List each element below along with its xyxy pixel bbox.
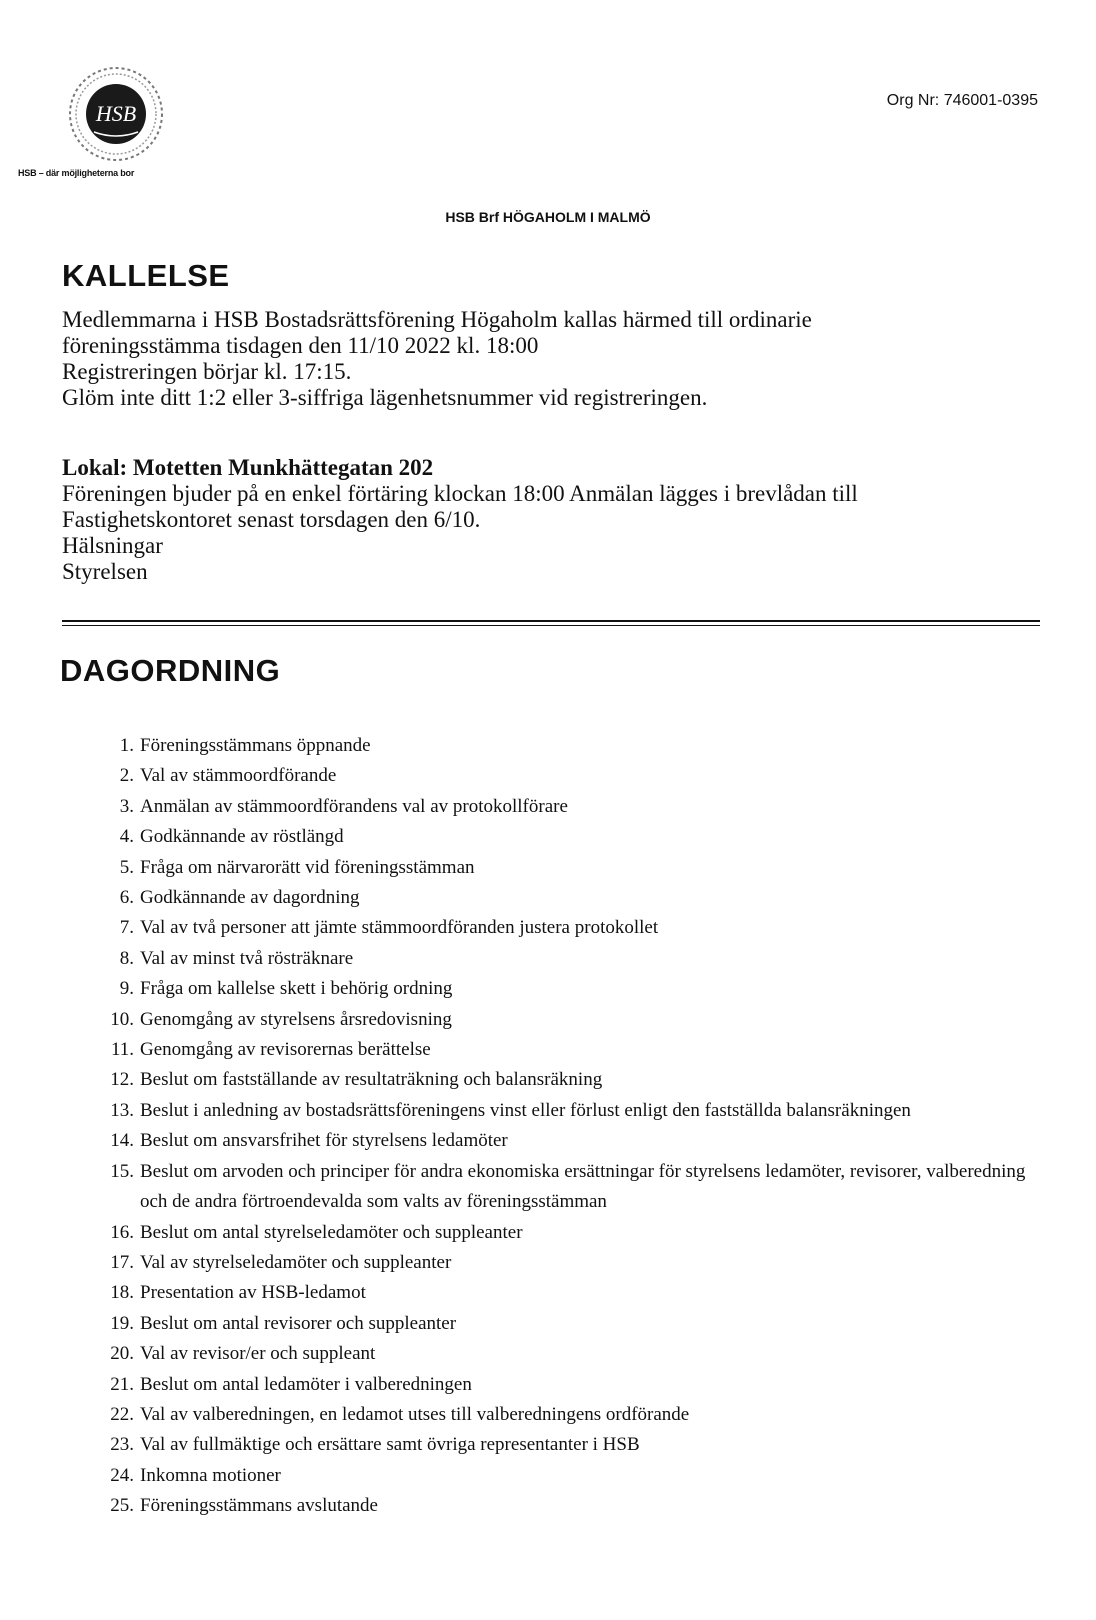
intro-line: Medlemmarna i HSB Bostadsrättsförening Högaholm kallas härmed till ordinarie xyxy=(62,307,812,332)
agenda-item-number: 24. xyxy=(110,1464,134,1486)
agenda-item-number: 21. xyxy=(110,1373,134,1395)
agenda-item xyxy=(90,731,1045,761)
agenda-item-text: Val av fullmäktige och ersättare samt övriga representanter i HSB xyxy=(140,1434,640,1456)
agenda-item-text: Beslut om antal styrelseledamöter och suppleanter xyxy=(140,1221,523,1243)
agenda-item-text: Beslut om fastställande av resultaträkning och balansräkning xyxy=(140,1069,603,1091)
agenda-item-text: Val av stämmoordförande xyxy=(140,765,337,787)
agenda-item xyxy=(90,1430,1045,1460)
agenda-item-text: Genomgång av styrelsens årsredovisning xyxy=(140,1008,452,1030)
agenda-item-text: Beslut om antal revisorer och suppleanter xyxy=(140,1312,457,1334)
agenda-item xyxy=(90,1400,1045,1430)
logo-text: HSB xyxy=(95,101,137,126)
agenda-item-number: 15. xyxy=(110,1160,134,1182)
agenda-item-number: 16. xyxy=(110,1221,134,1243)
agenda-item xyxy=(90,1096,1045,1126)
agenda-item-text: Fråga om närvarorätt vid föreningsstämman xyxy=(140,856,475,878)
venue-block xyxy=(62,455,858,585)
agenda-item-text: Godkännande av dagordning xyxy=(140,887,360,909)
agenda-list xyxy=(90,731,1045,1522)
agenda-item-number: 7. xyxy=(119,917,134,939)
agenda-item xyxy=(90,913,1045,943)
agenda-item xyxy=(90,1339,1045,1369)
agenda-item xyxy=(90,1461,1045,1491)
agenda-item xyxy=(90,944,1045,974)
agenda-item xyxy=(90,1035,1045,1065)
intro-line: föreningsstämma tisdagen den 11/10 2022 kl. 18:00 xyxy=(62,333,539,358)
kallelse-intro xyxy=(62,307,812,411)
agenda-item-number: 22. xyxy=(110,1403,134,1425)
agenda-item-text: Val av revisor/er och suppleant xyxy=(140,1343,376,1365)
agenda-item xyxy=(90,1218,1045,1248)
agenda-item xyxy=(90,1278,1045,1308)
agenda-item-text: Val av minst två rösträknare xyxy=(140,947,354,969)
agenda-item-number: 10. xyxy=(110,1008,134,1030)
agenda-item xyxy=(90,1491,1045,1521)
agenda-item-number: 11. xyxy=(110,1039,134,1061)
agenda-item-text: Val av två personer att jämte stämmoordföranden justera protokollet xyxy=(140,917,659,939)
agenda-item-text: Presentation av HSB-ledamot xyxy=(140,1282,366,1304)
agenda-item xyxy=(90,1126,1045,1156)
agenda-item xyxy=(90,761,1045,791)
agenda-item-text: Val av valberedningen, en ledamot utses till valberedningens ordförande xyxy=(140,1403,690,1425)
hsb-logo xyxy=(66,64,166,164)
agenda-item-text: Inkomna motioner xyxy=(140,1464,281,1486)
venue-line: Föreningen bjuder på en enkel förtäring klockan 18:00 Anmälan lägges i brevlådan till xyxy=(62,481,858,506)
agenda-item-number: 3. xyxy=(119,795,134,817)
dagordning-heading: DAGORDNING xyxy=(60,653,281,688)
agenda-item xyxy=(90,1157,1045,1218)
intro-line: Glöm inte ditt 1:2 eller 3-siffriga lägenhetsnummer vid registreringen. xyxy=(62,385,708,410)
agenda-item-number: 17. xyxy=(110,1251,134,1273)
agenda-item-number: 25. xyxy=(110,1495,134,1517)
agenda-item-text: Beslut om ansvarsfrihet för styrelsens ledamöter xyxy=(140,1130,508,1152)
intro-line: Registreringen börjar kl. 17:15. xyxy=(62,359,352,384)
agenda-item xyxy=(90,822,1045,852)
agenda-item-text: Beslut om arvoden och principer för andra ekonomiska ersättningar för styrelsens ledamöter, revisorer, valberedning och de andra förtroendevalda som valts av föreningsstämman xyxy=(140,1160,1026,1213)
agenda-item-text: Genomgång av revisorernas berättelse xyxy=(140,1039,431,1061)
agenda-item-number: 14. xyxy=(110,1130,134,1152)
agenda-item-number: 2. xyxy=(119,765,134,787)
agenda-item xyxy=(90,883,1045,913)
signature: Styrelsen xyxy=(62,559,148,584)
agenda-item xyxy=(90,1005,1045,1035)
agenda-item-number: 9. xyxy=(119,978,134,1000)
org-number: Org Nr: 746001-0395 xyxy=(886,92,1038,109)
agenda-item xyxy=(90,974,1045,1004)
agenda-item-text: Godkännande av röstlängd xyxy=(140,826,344,848)
agenda-item xyxy=(90,1248,1045,1278)
agenda-item-number: 23. xyxy=(110,1434,134,1456)
agenda-item-number: 4. xyxy=(119,826,134,848)
association-title: HSB Brf HÖGAHOLM I MALMÖ xyxy=(445,209,651,225)
section-divider xyxy=(62,620,1040,626)
tagline: HSB – där möjligheterna bor xyxy=(18,168,135,178)
agenda-item-number: 8. xyxy=(119,947,134,969)
agenda-item xyxy=(90,853,1045,883)
kallelse-heading: KALLELSE xyxy=(62,258,230,293)
venue-line: Fastighetskontoret senast torsdagen den 6/10. xyxy=(62,507,481,532)
agenda-item-number: 6. xyxy=(119,887,134,909)
agenda-item-text: Beslut i anledning av bostadsrättsföreningens vinst eller förlust enligt den fastställda balansräkningen xyxy=(140,1099,911,1121)
agenda-item-text: Beslut om antal ledamöter i valberedningen xyxy=(140,1373,472,1395)
agenda-item xyxy=(90,1370,1045,1400)
agenda-item-number: 5. xyxy=(119,856,134,878)
agenda-item-text: Föreningsstämmans avslutande xyxy=(140,1495,378,1517)
agenda-item-number: 20. xyxy=(110,1343,134,1365)
agenda-item-text: Fråga om kallelse skett i behörig ordning xyxy=(140,978,453,1000)
greeting: Hälsningar xyxy=(62,533,163,558)
agenda-item-text: Val av styrelseledamöter och suppleanter xyxy=(140,1251,452,1273)
agenda-item xyxy=(90,1065,1045,1095)
agenda-item-number: 13. xyxy=(110,1099,134,1121)
agenda-item-number: 12. xyxy=(110,1069,134,1091)
agenda-item-number: 1. xyxy=(119,735,134,756)
agenda-item-number: 19. xyxy=(110,1312,134,1334)
agenda-item-text: Anmälan av stämmoordförandens val av protokollförare xyxy=(140,795,568,817)
agenda-item-number: 18. xyxy=(110,1282,134,1304)
agenda-item xyxy=(90,792,1045,822)
agenda-item-text: Föreningsstämmans öppnande xyxy=(140,735,371,756)
venue-title: Lokal: Motetten Munkhättegatan 202 xyxy=(62,455,434,480)
hsb-logo-block xyxy=(18,64,218,178)
agenda-item xyxy=(90,1309,1045,1339)
